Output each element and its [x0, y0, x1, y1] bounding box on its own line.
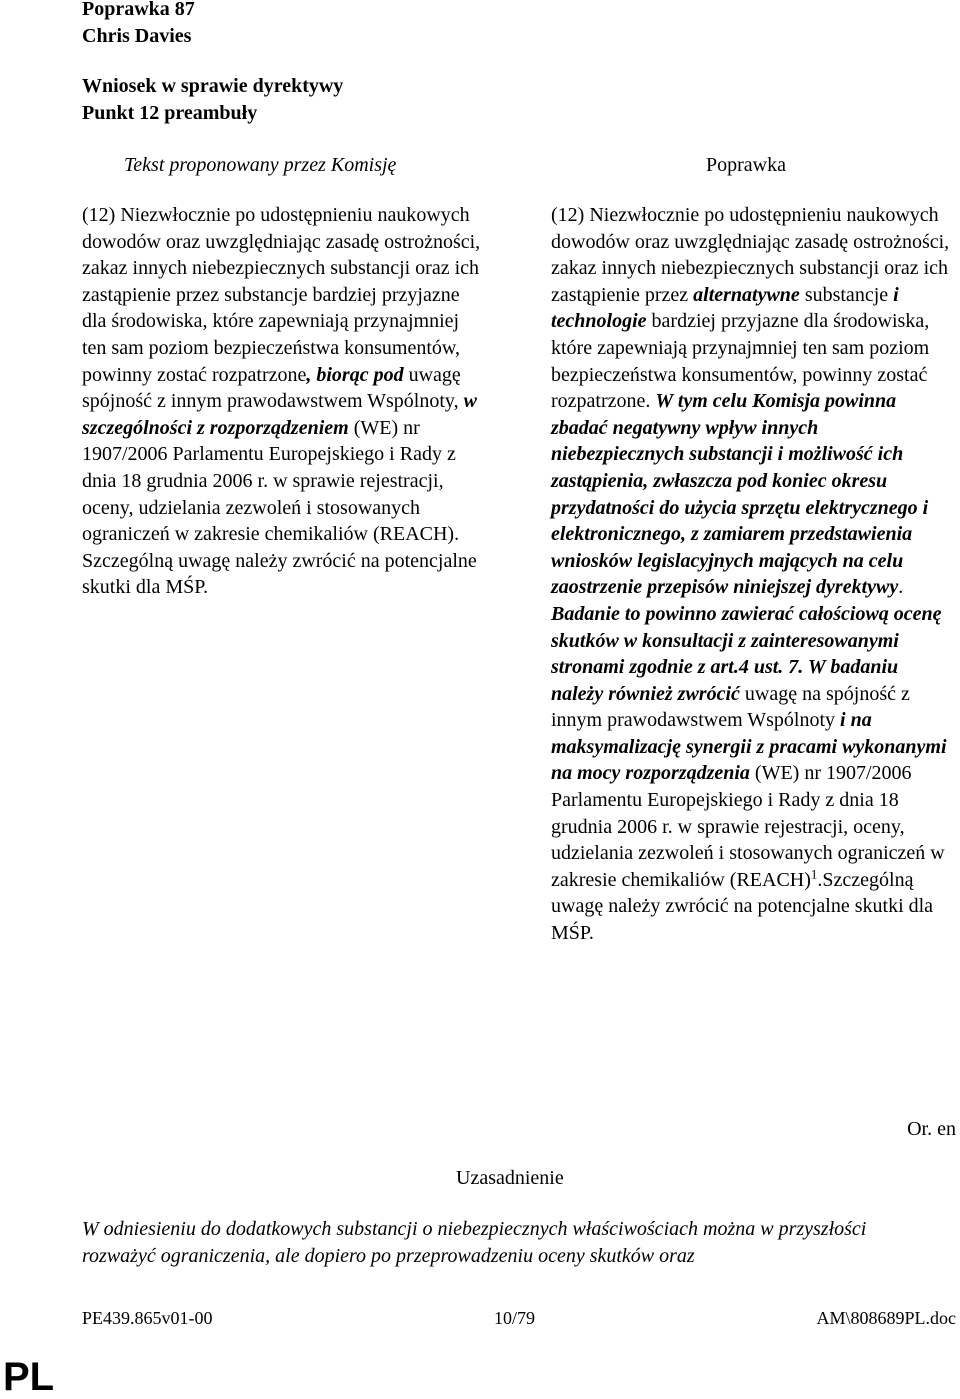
- text-run: (WE) nr 1907/2006 Parlamentu Europejskiego i Rady z dnia 18 grudnia 2006 r. w sprawie rejestracji, oceny, udzielania zezwoleń i stosowanych ograniczeń w zakresie chemikaliów (REACH). Szczególną uwagę należy zwrócić na potencjalne skutki dla MŚP.: [82, 416, 477, 599]
- recital-reference: Punkt 12 preambuły: [82, 102, 258, 124]
- justification-heading: Uzasadnienie: [456, 1167, 564, 1189]
- text-run: .Szczególną uwagę należy zwrócić na potencjalne skutki dla MŚP.: [551, 868, 934, 945]
- text-run-emphasis: alternatywne: [693, 283, 800, 306]
- text-run-emphasis: i na maksymalizację synergii z pracami wykonanymi na mocy rozporządzenia: [551, 709, 947, 785]
- text-run-emphasis: Badanie to powinno zawierać całościową ocenę skutków w konsultacji z zainteresowanymi stronami zgodnie z art.4 ust. 7. W badaniu należy również zwrócić: [551, 602, 942, 705]
- text-run-emphasis: w szczególności z rozporządzeniem: [82, 390, 477, 439]
- footnote-marker: 1: [810, 866, 818, 882]
- document-filename: AM\808689PL.doc: [816, 1308, 956, 1328]
- amendment-number: Poprawka 87: [82, 0, 195, 20]
- justification-text: W odniesieniu do dodatkowych substancji o niebezpiecznych właściwościach można w przyszłości rozważyć ograniczenia, ale dopiero po przeprowadzeniu oceny skutków oraz: [82, 1218, 867, 1267]
- text-run: (12) Niezwłocznie po udostępnieniu naukowych dowodów oraz uwzględniając zasadę ostrożności, zakaz innych niebezpiecznych substancji oraz ich zastąpienie przez: [551, 204, 950, 306]
- text-run-emphasis: W tym celu Komisja powinna zbadać negatywny wpływ innych niebezpiecznych substancji i możliwość ich zastąpienia, zwłaszcza pod koniec okresu przydatności do użycia sprzętu elektrycznego i elektronicznego, z zamiarem przedstawienia wniosków legislacyjnych mających na celu zaostrzenie przepisów niniejszej dyrektywy: [551, 390, 929, 599]
- text-run: (12) Niezwłocznie po udostępnieniu naukowych dowodów oraz uwzględniając zasadę ostrożności, zakaz innych niebezpiecznych substancji oraz ich zastąpienie przez substancje bardziej przyjazne dla środowiska, które zapewniają przynajmniej ten sam poziom bezpieczeństwa konsumentów, powinny zostać rozpatrzone: [82, 204, 481, 386]
- left-column-heading: Tekst proponowany przez Komisję: [124, 154, 397, 176]
- text-run-emphasis: , biorąc pod: [306, 363, 404, 386]
- text-run: substancje: [799, 283, 894, 306]
- commission-text: [82, 202, 482, 601]
- text-run: bardziej przyjazne dla środowiska, które zapewniają przynajmniej ten sam poziom bezpieczeństwa konsumentów, powinny zostać rozpatrzone.: [551, 310, 930, 413]
- page-number: 10/79: [494, 1308, 536, 1328]
- language-code: PL: [3, 1355, 55, 1399]
- original-language: Or. en: [907, 1118, 956, 1140]
- amendment-author: Chris Davies: [82, 25, 192, 47]
- text-run-emphasis: i technologie: [551, 283, 899, 333]
- text-run: uwagę spójność z innym prawodawstwem Wspólnoty,: [82, 363, 464, 413]
- proposal-title: Wniosek w sprawie dyrektywy: [82, 75, 344, 97]
- right-column-heading: Poprawka: [706, 154, 786, 176]
- amendment-text: [551, 202, 951, 947]
- text-run: (WE) nr 1907/2006 Parlamentu Europejskiego i Rady z dnia 18 grudnia 2006 r. w sprawie rejestracji, oceny, udzielania zezwoleń i stosowanych ograniczeń w zakresie chemikaliów (REACH): [551, 762, 945, 891]
- text-run: uwagę na spójność z innym prawodawstwem Wspólnoty: [551, 682, 910, 732]
- document-reference: PE439.865v01-00: [82, 1308, 213, 1328]
- text-run: .: [898, 576, 904, 599]
